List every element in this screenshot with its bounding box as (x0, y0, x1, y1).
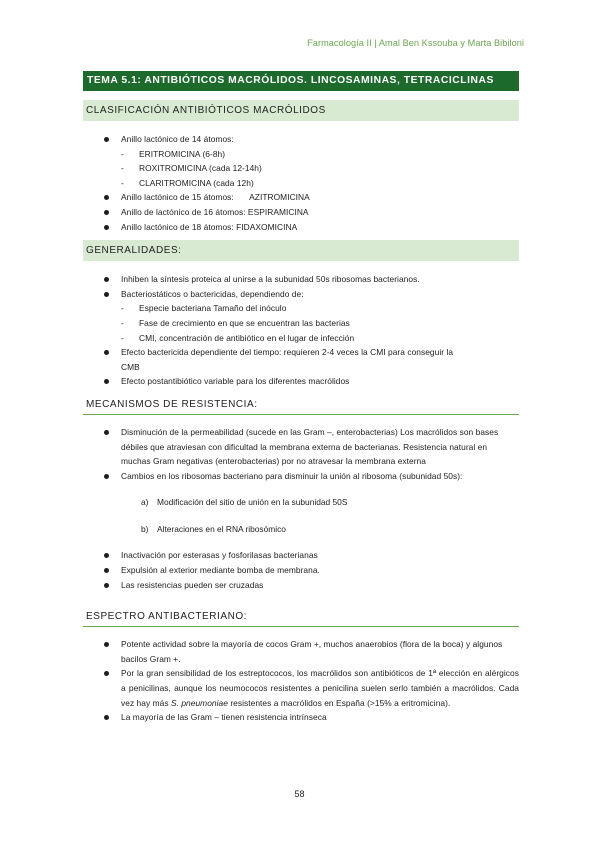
item-text: Bacteriostáticos o bactericidas, dependiendo de: (121, 288, 304, 299)
ring14-drug-list (121, 147, 519, 191)
list-item (121, 331, 519, 346)
list-marker: a) (141, 497, 149, 508)
list-item (83, 374, 519, 389)
list-item (83, 287, 519, 345)
ring18-text: Anillo lactónico de 18 átomos: FIDAXOMICINA (121, 221, 298, 232)
dash-icon: - (121, 148, 124, 159)
ring16-text: Anillo de lactónico de 16 átomos: ESPIRAMICINA (121, 206, 309, 217)
bullet-icon (104, 379, 109, 384)
bullet-icon (104, 350, 109, 355)
list-item (83, 272, 519, 287)
resistance-list-continued (83, 548, 519, 592)
list-item (121, 316, 519, 331)
drug-name: ERITROMICINA (6-8h) (139, 148, 226, 159)
bullet-icon (104, 292, 109, 297)
item-text: La mayoría de las Gram – tienen resistencia intrínseca (121, 712, 327, 723)
spectrum-list (83, 637, 519, 725)
dash-icon: - (121, 303, 124, 314)
item-text: Cambios en los ribosomas bacteriano para disminuir la unión al ribosoma (subunidad 50s): (121, 470, 463, 481)
list-item (83, 190, 519, 205)
item-text: Por la gran sensibilidad de los estreptococos, los macrólidos son antibióticos de 1ª elección en alérgicos a penicilinas, aunque los neumococos resistentes a penicilina suelen serlo también a macrólidos. Cada vez hay más (121, 668, 519, 708)
list-item (83, 710, 519, 725)
bullet-icon (104, 474, 109, 479)
generalities-list (83, 272, 519, 389)
bullet-icon (104, 195, 109, 200)
item-text: Efecto bactericida dependiente del tiempo: requieren 2-4 veces la CMI para conseguir la (121, 347, 454, 358)
section-heading-generalities: GENERALIDADES: (83, 240, 519, 261)
bullet-icon (104, 583, 109, 588)
bullet-icon (104, 277, 109, 282)
bullet-icon (104, 715, 109, 720)
item-text: Inactivación por esterasas y fosforilasas bacterianas (121, 550, 318, 561)
resistance-list (83, 425, 519, 483)
classification-list (83, 132, 519, 234)
list-item (121, 301, 519, 316)
list-item (83, 345, 519, 374)
list-item (83, 666, 519, 710)
list-item (83, 548, 519, 563)
list-item (83, 563, 519, 578)
bullet-icon (104, 642, 109, 647)
list-item (83, 132, 519, 190)
item-text: CMB (121, 361, 140, 372)
resistance-subitem-b (83, 522, 519, 537)
section-heading-classification: CLASIFICACIÓN ANTIBIÓTICOS MACRÓLIDOS (83, 100, 519, 121)
item-text: Fase de crecimiento en que se encuentran las bacterias (139, 317, 350, 328)
dash-icon: - (121, 332, 124, 343)
bullet-icon (104, 568, 109, 573)
dash-icon: - (121, 177, 124, 188)
bullet-icon (104, 430, 109, 435)
item-text: Expulsión al exterior mediante bomba de membrana. (121, 565, 320, 576)
species-name: S. pneumoniae (170, 697, 228, 708)
factors-list (121, 301, 519, 345)
drug-name: CLARITROMICINA (cada 12h) (139, 177, 254, 188)
page-number: 58 (294, 789, 305, 799)
section-heading-spectrum: ESPECTRO ANTIBACTERIANO: (83, 607, 519, 627)
item-text: Potente actividad sobre la mayoría de cocos Gram +, muchos anaerobios (flora de la boca) y algunos bacilos Gram +. (121, 639, 503, 664)
list-item (121, 147, 519, 162)
list-item (121, 161, 519, 176)
page-content (83, 71, 519, 725)
list-item (83, 220, 519, 235)
list-item (83, 205, 519, 220)
topic-title: TEMA 5.1: ANTIBIÓTICOS MACRÓLIDOS. LINCOSAMINAS, TETRACICLINAS (83, 71, 519, 91)
item-text: Especie bacteriana Tamaño del inóculo (139, 303, 287, 314)
item-text: Inhiben la síntesis proteica al unirse a la subunidad 50s ribosomas bacterianos. (121, 274, 420, 285)
running-header: Farmacología II | Amal Ben Kssouba y Marta Bibiloni (307, 38, 524, 48)
list-item (83, 637, 519, 666)
section-heading-resistance: MECANISMOS DE RESISTENCIA: (83, 395, 519, 415)
bullet-icon (104, 671, 109, 676)
ring14-label: Anillo lactónico de 14 átomos: (121, 134, 234, 144)
item-text: resistentes a macrólidos en España (>15% a eritromicina). (227, 697, 451, 708)
item-text: Efecto postantibiótico variable para los diferentes macrólidos (121, 376, 350, 387)
dash-icon: - (121, 317, 124, 328)
list-marker: b) (141, 523, 149, 534)
item-text: Modificación del sitio de unión en la subunidad 50S (157, 497, 348, 508)
item-text: Alteraciones en el RNA ribosómico (157, 523, 286, 534)
dash-icon: - (121, 163, 124, 174)
resistance-subitem-a (83, 495, 519, 510)
item-text: Disminución de la permeabilidad (sucede en las Gram –, enterobacterias) Los macrólidos son bases débiles que atraviesan con dificultad la membrana externa de bacterianas. Resistencia natural en muchas Gram negativas (enterobacterias) por no atravesar la membrana externa (121, 426, 499, 467)
list-item (121, 176, 519, 191)
item-text: CMI, concentración de antibiótico en el lugar de infección (139, 332, 355, 343)
item-text: Las resistencias pueden ser cruzadas (121, 579, 264, 590)
list-item (83, 469, 519, 484)
bullet-icon (104, 137, 109, 142)
drug-name: ROXITROMICINA (cada 12-14h) (139, 163, 262, 174)
bullet-icon (104, 553, 109, 558)
list-item (83, 425, 519, 469)
ring15-label: Anillo lactónico de 15 átomos: (121, 192, 234, 203)
ring15-drug: AZITROMICINA (249, 192, 310, 203)
bullet-icon (104, 210, 109, 215)
bullet-icon (104, 225, 109, 230)
list-item (83, 578, 519, 593)
